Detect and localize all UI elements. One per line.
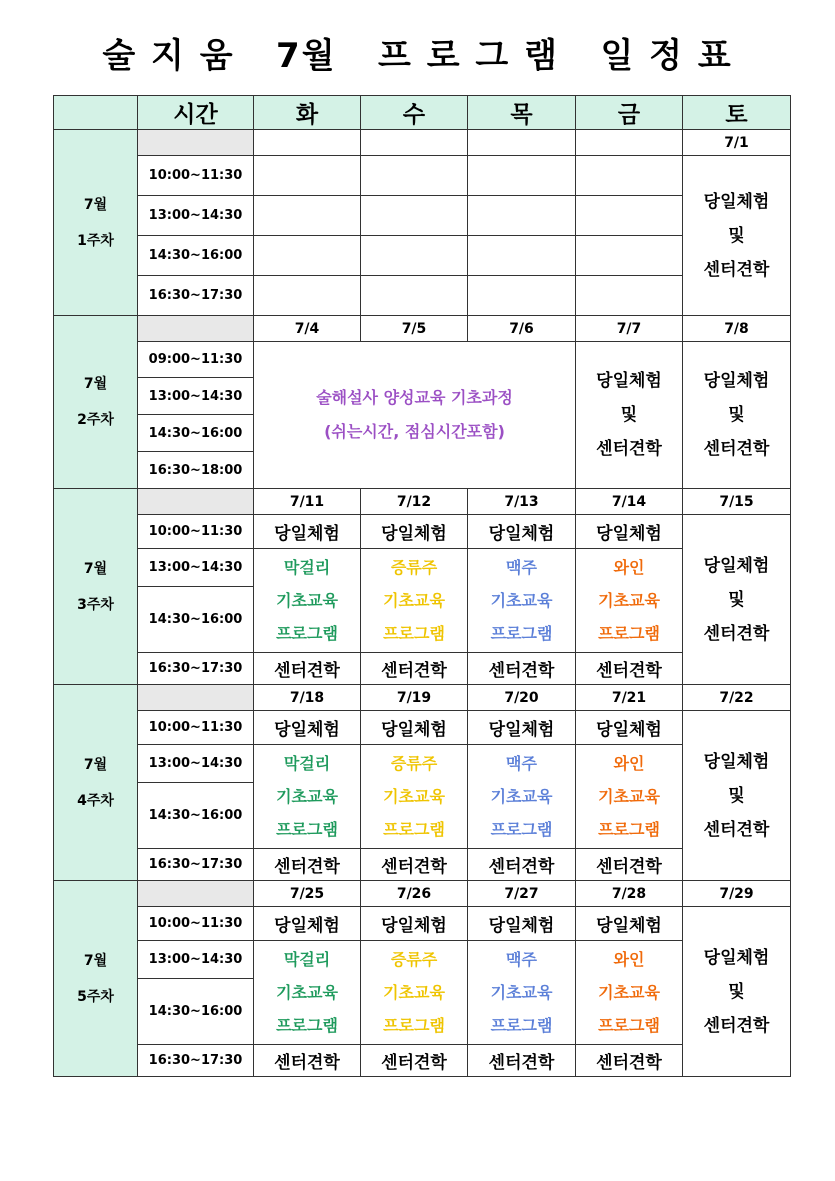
time-cell: 13:00~14:30 bbox=[138, 941, 254, 979]
makgeolli-program: 막걸리 기초교육 프로그램 bbox=[254, 549, 361, 653]
header-time: 시간 bbox=[138, 96, 254, 130]
week5-date-blank bbox=[138, 881, 254, 907]
header-wed: 수 bbox=[361, 96, 468, 130]
week3-date-blank bbox=[138, 489, 254, 515]
empty-cell bbox=[254, 276, 361, 316]
table-row bbox=[54, 156, 791, 196]
tour-cell: 센터견학 bbox=[361, 653, 468, 685]
experience-cell: 당일체험 bbox=[576, 907, 683, 941]
sat-activity: 당일체험 및 센터견학 bbox=[683, 711, 791, 881]
experience-cell: 당일체험 bbox=[468, 711, 576, 745]
time-cell: 14:30~16:00 bbox=[138, 415, 254, 452]
week2-date-row bbox=[54, 316, 791, 342]
wine-program: 와인 기초교육 프로그램 bbox=[576, 941, 683, 1045]
table-row bbox=[54, 745, 791, 783]
date-cell: 7/29 bbox=[683, 881, 791, 907]
jeungryuju-program: 증류주 기초교육 프로그램 bbox=[361, 549, 468, 653]
empty-cell bbox=[576, 196, 683, 236]
empty-cell bbox=[254, 196, 361, 236]
tour-cell: 센터견학 bbox=[468, 1045, 576, 1077]
week2-date-blank bbox=[138, 316, 254, 342]
week4-date-row bbox=[54, 685, 791, 711]
experience-cell: 당일체험 bbox=[254, 515, 361, 549]
table-row bbox=[54, 1045, 791, 1077]
table-row bbox=[54, 342, 791, 378]
sat-activity: 당일체험 및 센터견학 bbox=[683, 342, 791, 489]
empty-cell bbox=[468, 236, 576, 276]
empty-cell bbox=[361, 236, 468, 276]
experience-cell: 당일체험 bbox=[254, 907, 361, 941]
sat-activity: 당일체험 및 센터견학 bbox=[683, 515, 791, 685]
time-cell: 14:30~16:00 bbox=[138, 236, 254, 276]
wine-program: 와인 기초교육 프로그램 bbox=[576, 549, 683, 653]
wine-program: 와인 기초교육 프로그램 bbox=[576, 745, 683, 849]
experience-cell: 당일체험 bbox=[468, 515, 576, 549]
table-row bbox=[54, 549, 791, 587]
empty-cell bbox=[254, 156, 361, 196]
time-cell: 14:30~16:00 bbox=[138, 587, 254, 653]
experience-cell: 당일체험 bbox=[576, 515, 683, 549]
date-cell: 7/5 bbox=[361, 316, 468, 342]
week1-date-row bbox=[54, 130, 791, 156]
time-cell: 13:00~14:30 bbox=[138, 378, 254, 415]
time-cell: 10:00~11:30 bbox=[138, 711, 254, 745]
table-row bbox=[54, 941, 791, 979]
date-cell: 7/20 bbox=[468, 685, 576, 711]
tour-cell: 센터견학 bbox=[468, 849, 576, 881]
date-cell: 7/19 bbox=[361, 685, 468, 711]
week1-label: 7월 1주차 bbox=[54, 130, 138, 316]
time-cell: 10:00~11:30 bbox=[138, 907, 254, 941]
experience-cell: 당일체험 bbox=[361, 907, 468, 941]
experience-cell: 당일체험 bbox=[361, 515, 468, 549]
time-cell: 13:00~14:30 bbox=[138, 745, 254, 783]
date-cell: 7/21 bbox=[576, 685, 683, 711]
sat-activity: 당일체험 및 센터견학 bbox=[683, 156, 791, 316]
week3-date-row bbox=[54, 489, 791, 515]
week4-label: 7월 4주차 bbox=[54, 685, 138, 881]
date-cell: 7/27 bbox=[468, 881, 576, 907]
page-title: 술 지 움 7월 프 로 그 램 일 정 표 bbox=[102, 36, 733, 76]
header-sat: 토 bbox=[683, 96, 791, 130]
header-fri: 금 bbox=[576, 96, 683, 130]
date-cell: 7/7 bbox=[576, 316, 683, 342]
time-cell: 10:00~11:30 bbox=[138, 156, 254, 196]
experience-cell: 당일체험 bbox=[361, 711, 468, 745]
date-cell: 7/11 bbox=[254, 489, 361, 515]
table-row bbox=[54, 849, 791, 881]
week3-label: 7월 3주차 bbox=[54, 489, 138, 685]
table-row bbox=[54, 276, 791, 316]
table-row bbox=[54, 515, 791, 549]
date-cell: 7/14 bbox=[576, 489, 683, 515]
makgeolli-program: 막걸리 기초교육 프로그램 bbox=[254, 941, 361, 1045]
date-cell: 7/6 bbox=[468, 316, 576, 342]
date-cell: 7/8 bbox=[683, 316, 791, 342]
table-row bbox=[54, 711, 791, 745]
week1-date-blank bbox=[138, 130, 254, 156]
tour-cell: 센터견학 bbox=[254, 849, 361, 881]
date-cell: 7/15 bbox=[683, 489, 791, 515]
makgeolli-program: 막걸리 기초교육 프로그램 bbox=[254, 745, 361, 849]
table-row bbox=[54, 236, 791, 276]
header-corner bbox=[54, 96, 138, 130]
date-cell bbox=[361, 130, 468, 156]
empty-cell bbox=[361, 196, 468, 236]
header-tue: 화 bbox=[254, 96, 361, 130]
empty-cell bbox=[576, 156, 683, 196]
time-cell: 16:30~18:00 bbox=[138, 452, 254, 489]
time-cell: 14:30~16:00 bbox=[138, 783, 254, 849]
date-cell bbox=[254, 130, 361, 156]
date-cell: 7/25 bbox=[254, 881, 361, 907]
time-cell: 16:30~17:30 bbox=[138, 653, 254, 685]
tour-cell: 센터견학 bbox=[576, 1045, 683, 1077]
empty-cell bbox=[576, 276, 683, 316]
beer-program: 맥주 기초교육 프로그램 bbox=[468, 745, 576, 849]
tour-cell: 센터견학 bbox=[254, 1045, 361, 1077]
week5-label: 7월 5주차 bbox=[54, 881, 138, 1077]
time-cell: 16:30~17:30 bbox=[138, 276, 254, 316]
empty-cell bbox=[361, 156, 468, 196]
date-cell: 7/1 bbox=[683, 130, 791, 156]
tour-cell: 센터견학 bbox=[254, 653, 361, 685]
table-row bbox=[54, 196, 791, 236]
date-cell: 7/28 bbox=[576, 881, 683, 907]
empty-cell bbox=[254, 236, 361, 276]
table-row bbox=[54, 653, 791, 685]
jeungryuju-program: 증류주 기초교육 프로그램 bbox=[361, 941, 468, 1045]
header-thu: 목 bbox=[468, 96, 576, 130]
beer-program: 맥주 기초교육 프로그램 bbox=[468, 549, 576, 653]
time-cell: 10:00~11:30 bbox=[138, 515, 254, 549]
tour-cell: 센터견학 bbox=[576, 653, 683, 685]
time-cell: 16:30~17:30 bbox=[138, 849, 254, 881]
header-row bbox=[54, 96, 791, 130]
fri-activity: 당일체험 및 센터견학 bbox=[576, 342, 683, 489]
empty-cell bbox=[468, 156, 576, 196]
date-cell: 7/13 bbox=[468, 489, 576, 515]
schedule-table bbox=[53, 95, 791, 1077]
empty-cell bbox=[576, 236, 683, 276]
time-cell: 13:00~14:30 bbox=[138, 196, 254, 236]
jeungryuju-program: 증류주 기초교육 프로그램 bbox=[361, 745, 468, 849]
time-cell: 14:30~16:00 bbox=[138, 979, 254, 1045]
empty-cell bbox=[468, 196, 576, 236]
tour-cell: 센터견학 bbox=[361, 1045, 468, 1077]
experience-cell: 당일체험 bbox=[576, 711, 683, 745]
date-cell: 7/22 bbox=[683, 685, 791, 711]
empty-cell bbox=[468, 276, 576, 316]
tour-cell: 센터견학 bbox=[361, 849, 468, 881]
experience-cell: 당일체험 bbox=[254, 711, 361, 745]
week2-label: 7월 2주차 bbox=[54, 316, 138, 489]
date-cell bbox=[576, 130, 683, 156]
date-cell: 7/12 bbox=[361, 489, 468, 515]
week4-date-blank bbox=[138, 685, 254, 711]
sat-activity: 당일체험 및 센터견학 bbox=[683, 907, 791, 1077]
experience-cell: 당일체험 bbox=[468, 907, 576, 941]
date-cell: 7/18 bbox=[254, 685, 361, 711]
time-cell: 09:00~11:30 bbox=[138, 342, 254, 378]
tour-cell: 센터견학 bbox=[468, 653, 576, 685]
time-cell: 13:00~14:30 bbox=[138, 549, 254, 587]
empty-cell bbox=[361, 276, 468, 316]
special-course: 술해설사 양성교육 기초과정 (쉬는시간, 점심시간포함) bbox=[254, 342, 576, 489]
week5-date-row bbox=[54, 881, 791, 907]
time-cell: 16:30~17:30 bbox=[138, 1045, 254, 1077]
date-cell bbox=[468, 130, 576, 156]
date-cell: 7/4 bbox=[254, 316, 361, 342]
beer-program: 맥주 기초교육 프로그램 bbox=[468, 941, 576, 1045]
table-row bbox=[54, 907, 791, 941]
tour-cell: 센터견학 bbox=[576, 849, 683, 881]
date-cell: 7/26 bbox=[361, 881, 468, 907]
